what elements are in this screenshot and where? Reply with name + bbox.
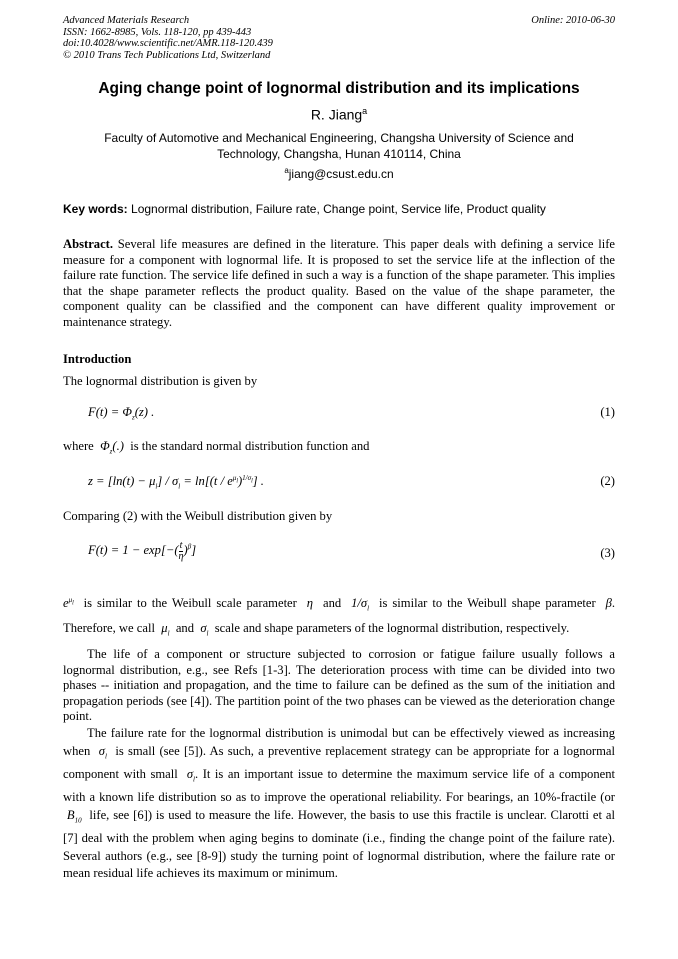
journal-header [63,15,615,61]
where-line: where $\Phi_z(.)$ is the standard normal distribution function and [63,439,370,456]
email-line [0,166,678,181]
para3-d: life, see [6]) is used to measure the life. However, the basis to use this fractile is unclear. Clarotti et al [7] deal with the problem when aging begins to dominate (i.e., finding the change point of the failure rate). Several authors (e.g., see [8-9]) study the turning point of lognormal distribution, where the failure rate or mean residual life achieves its maximum or minimum. [63,807,615,881]
equation-2: $z = [\ln(t) - \mu_l] / \sigma_l = \ln[(t / e^{\mu_l})^{1/\sigma_l}]$ . (2) [88,474,615,491]
where-text-b: is the standard normal distribution function and [130,439,370,453]
para3-c: . It is an important issue to determine the maximum service life of a component with a known life distribution so as to improve the operational reliability. For bearings, an 10%-fractile (or [63,766,615,805]
email-superscript: a [284,166,289,175]
equation-2-number: (2) [600,474,615,488]
equation-3: $F(t) = 1 - \exp[-(\frac{t}{\eta})^\beta]$ (3) [88,540,615,562]
para3-a: The failure rate for the lognormal distribution is unimodal but can be effectively viewed as increasing when [63,726,615,758]
affiliation: Faculty of Automotive and Mechanical Engineering, Changsha University of Science and Technology, Changsha, Hunan 410114, China [104,131,574,161]
equation-3-number: (3) [600,546,615,560]
intro-heading [63,352,615,368]
abstract-text: Several life measures are defined in the literature. This paper deals with defining a service life measure for a component with lognormal life. It is proposed to set the service life at the inflection of the failure rate function. The service life defined in such a way is a function of the shape parameter. This implies that the shape parameter reflects the product quality. Based on the value of the shape parameter, the component quality can be classified and the component can have different quality improvement or maintenance strategy. [63,237,615,329]
para-sim-f: scale and shape parameters of the lognormal distribution, respectively. [214,620,570,635]
paper-title: Aging change point of lognormal distribution and its implications [98,80,580,97]
journal-name: Advanced Materials Research [63,15,190,26]
para-sim-d: . Therefore, we call [63,596,616,635]
doi-line: doi:10.4028/www.scientific.net/AMR.118-120.439 [63,38,273,49]
equation-1: $F(t) = \Phi_z(z)$ . (1) [88,405,615,422]
paragraph-parameters: $e^{\mu_l}$ is similar to the Weibull scale parameter η and $1/\sigma_l$ is similar to the Weibull shape parameter β. Therefore, we call $\mu_l$ and $\sigma_l$ scale and shape parameters of the lognormal distribution, respectively. [63,596,616,638]
paragraph-failure-rate: The failure rate for the lognormal distribution is unimodal but can be effectively viewed as increasing when $\sigma_l$ is small (see [5]). As such, a preventive replacement strategy can be appropriate for a lognormal component with small $\sigma_l$. It is an important issue to determine the maximum service life of a component with a known life distribution so as to improve the operational reliability. For bearings, an 10%-fractile (or $B_{10}$ life, see [6]) is used to measure the life. However, the basis to use this fractile is unclear. Clarotti et al [7] deal with the problem when aging begins to dominate (i.e., finding the change point of the failure rate). Several authors (e.g., see [8-9]) study the turning point of lognormal distribution, where the failure rate or mean residual life achieves its maximum or minimum. [63,726,615,881]
author-email: jiang@csust.edu.cn [288,167,394,181]
para-sim-a: is similar to the Weibull scale parameter [83,596,297,611]
keywords-text: Lognormal distribution, Failure rate, Change point, Service life, Product quality [131,202,546,216]
para-sim-b: and [322,596,342,611]
para-sim-e: and [175,620,195,635]
para3-b: is small (see [5]). As such, a preventive replacement strategy can be appropriate for a lognormal component with small [63,743,615,781]
intro-line: The lognormal distribution is given by [63,374,258,388]
author-line [0,106,678,123]
compare-line: Comparing (2) with the Weibull distribution given by [63,509,333,523]
online-date: Online: 2010-06-30 [531,15,615,26]
equation-1-number: (1) [600,405,615,419]
issn-line: ISSN: 1662-8985, Vols. 118-120, pp 439-443 [63,26,252,38]
author-name: R. Jiang [310,106,363,123]
keywords-label: Key words: [63,202,128,216]
para-sim-c: is similar to the Weibull shape parameter [379,596,596,611]
paragraph-deterioration: The life of a component or structure subjected to corrosion or fatigue failure usually follows a lognormal distribution, e.g., see Refs [1-3]. The deterioration process with time can be divided into two phases -- initiation and propagation, and the time to failure can be defined as the sum of the initiation and propagation periods (see [4]). The partition point of the two phases can be viewed as the deterioration change point. [63,647,615,724]
author-superscript: a [362,106,368,116]
keywords [63,202,615,216]
intro-heading-text: Introduction [63,352,132,366]
copyright-line: © 2010 Trans Tech Publications Ltd, Switzerland [63,49,271,61]
abstract-label: Abstract. [63,237,114,251]
abstract [63,237,615,331]
where-text-a: where [63,439,94,453]
